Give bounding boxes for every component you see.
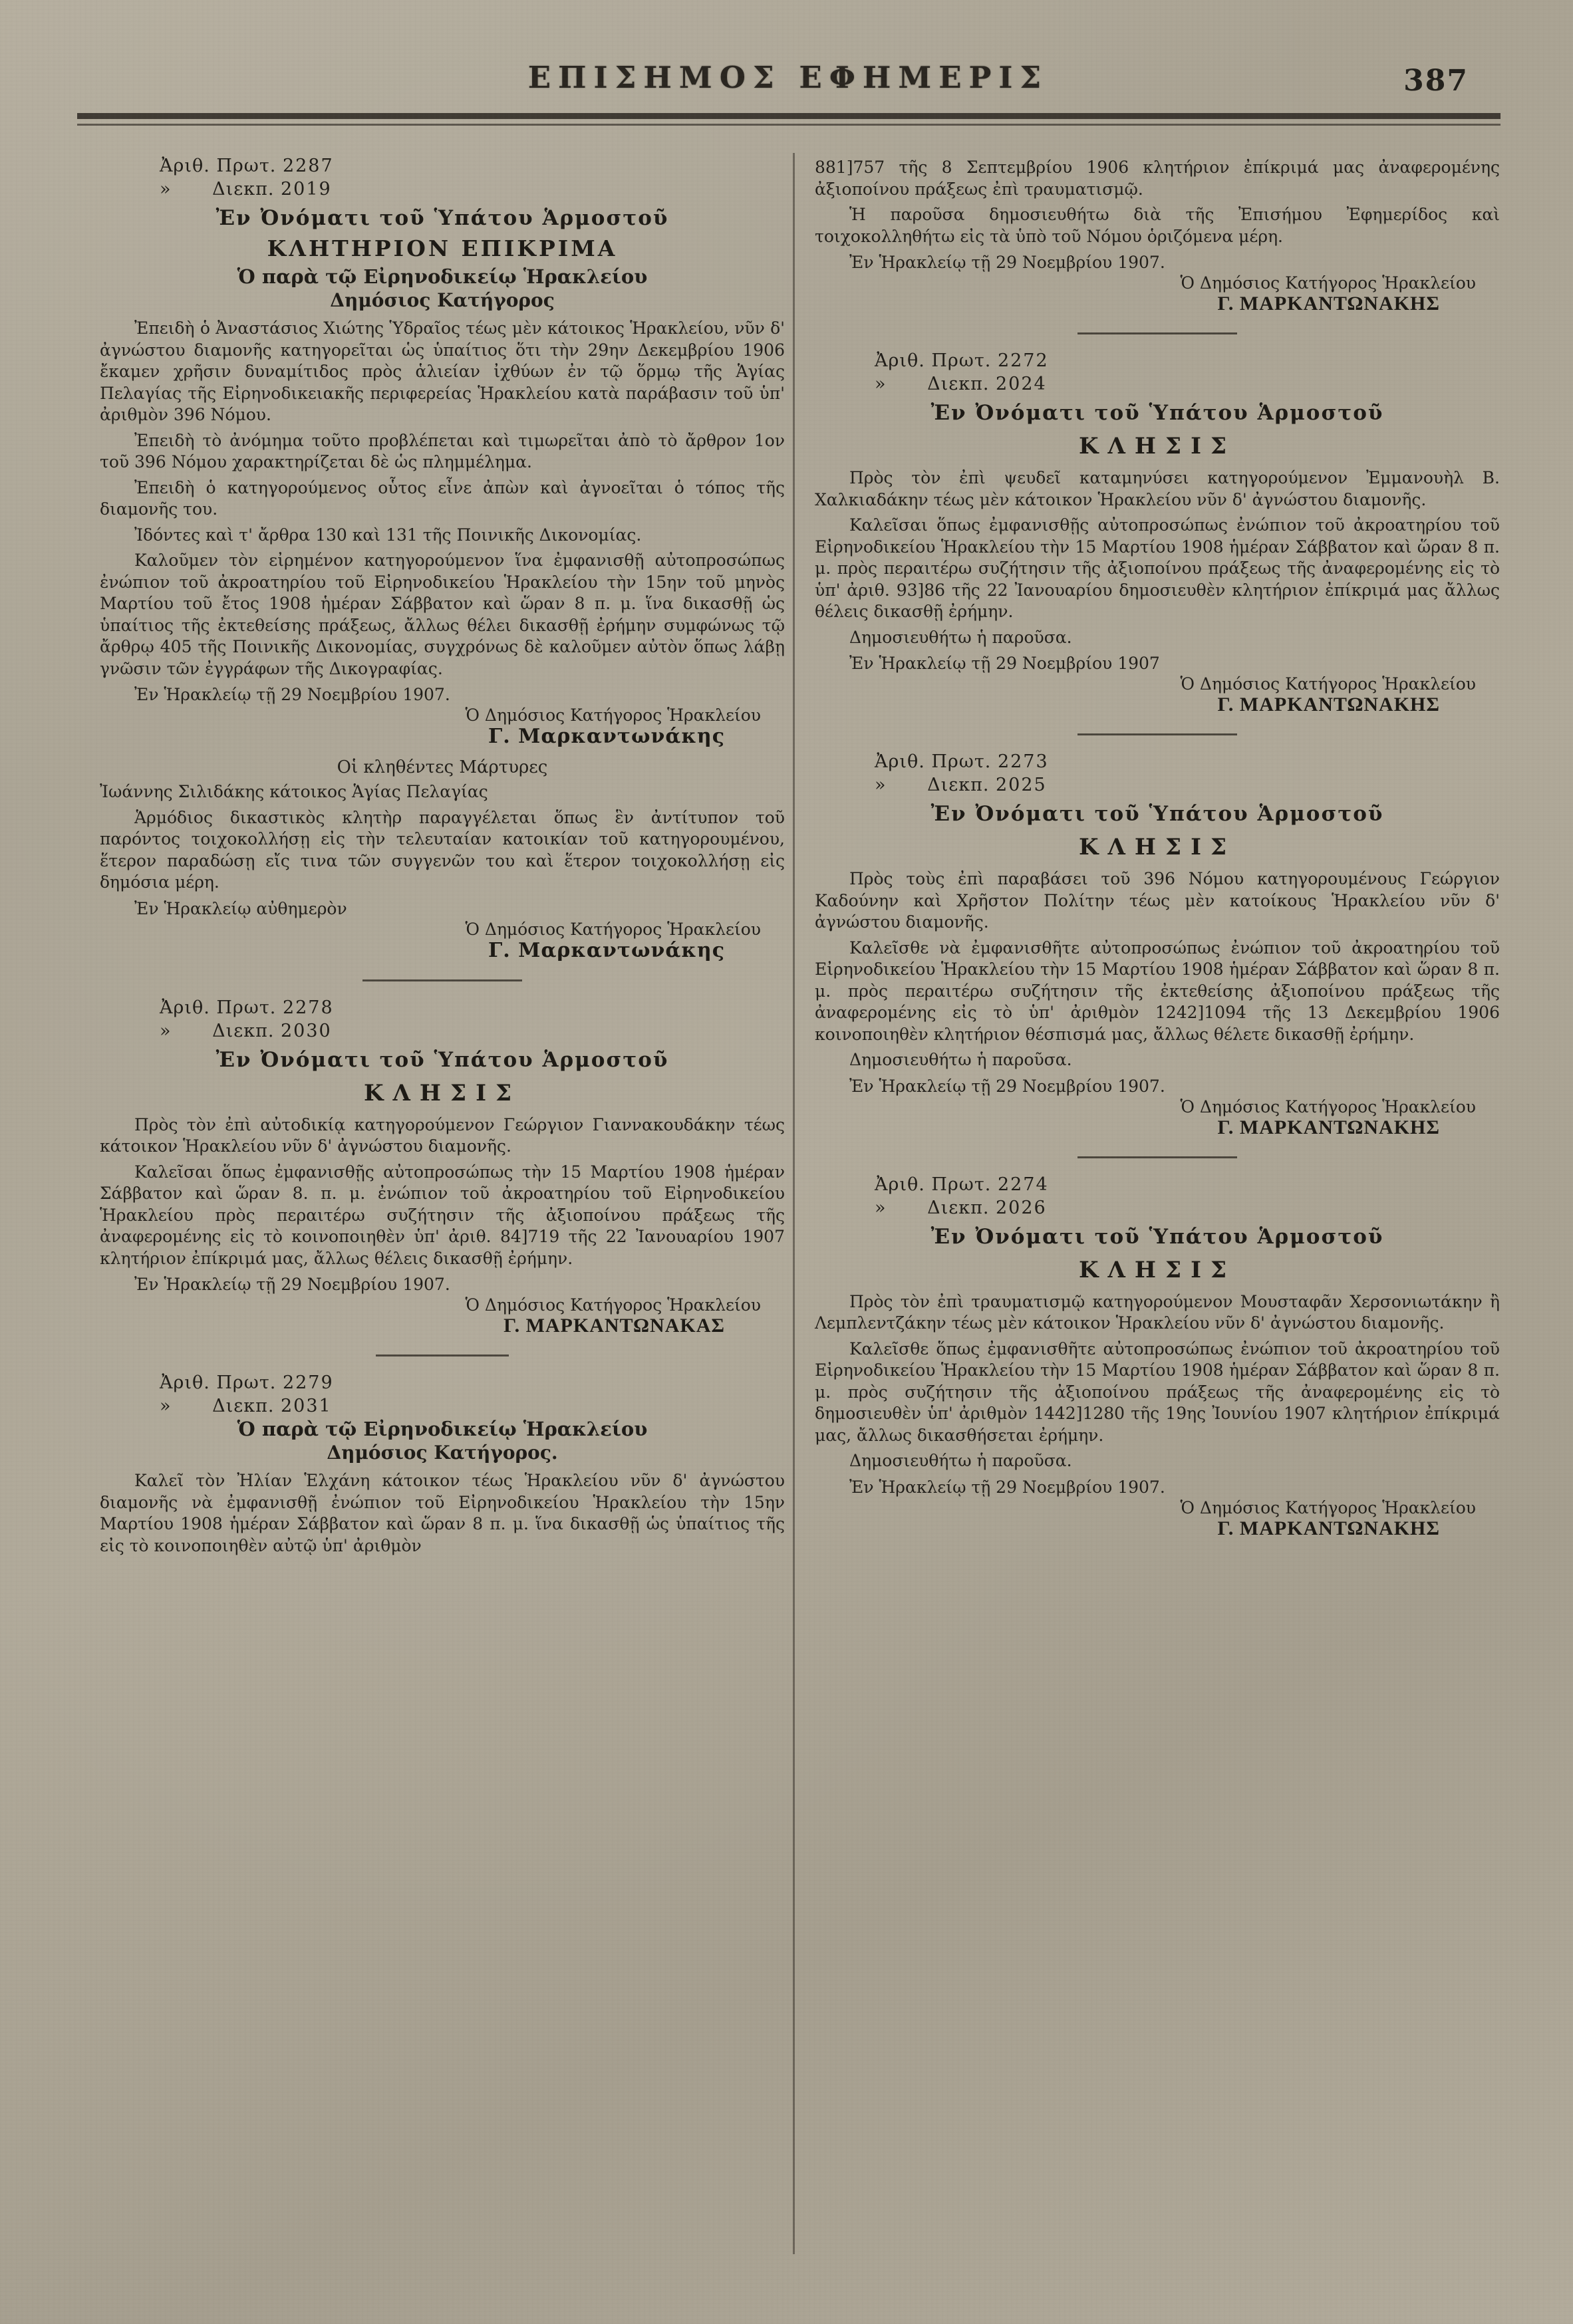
prot-label: Ἀριθ. Πρωτ. (160, 997, 277, 1018)
notice-block (815, 751, 1500, 1139)
diekp-mark: » (875, 1197, 887, 1218)
document-type-heading: ΚΛΗΣΙΣ (1078, 834, 1236, 860)
signature-name: Γ. ΜΑΡΚΑΝΤΩΝΑΚΗΣ (1217, 694, 1440, 715)
signature-role: Ὁ Δημόσιος Κατήγορος Ἡρακλείου (1180, 1097, 1476, 1116)
paragraph: Καλεῖσαι ὅπως ἐμφανισθῇς αὐτοπροσώπως ἐνώπιον τοῦ ἀκροατηρίου τοῦ Εἰρηνοδικείου Ἡρακλείου τὴν 15 Μαρτίου 1908 ἡμέραν Σάββατον καὶ ὥραν 8 π. μ. πρὸς περαιτέρω συζήτησιν τῆς ἀξιοποίνου πράξεως τῆς ἀναφερομένης εἰς τὸ ὑπ' ἀριθ. 93]86 τῆς 22 Ἰανουαρίου δημοσιευθὲν κλητήριον ἐπίκριμά μας ἄλλως θέλεις δικασθῇ ἐρήμην. (815, 515, 1500, 621)
diekp-mark: » (160, 1396, 172, 1416)
prot-line (100, 997, 785, 1018)
notice-block (100, 156, 785, 962)
in-name-of-heading: Ἐν Ὀνόματι τοῦ Ὑπάτου Ἁρμοστοῦ (930, 802, 1384, 826)
witness-entry: Ἰωάννης Σιλιδάκης κάτοικος Ἁγίας Πελαγίας (100, 782, 488, 801)
signature-role: Ὁ Δημόσιος Κατήγορος Ἡρακλείου (465, 1295, 761, 1315)
right-column (815, 153, 1500, 1544)
in-name-of-heading: Ἐν Ὀνόματι τοῦ Ὑπάτου Ἁρμοστοῦ (215, 1047, 669, 1072)
signature-role: Ὁ Δημόσιος Κατήγορος Ἡρακλείου (465, 706, 761, 725)
paragraph: Ἡ παροῦσα δημοσιευθήτω διὰ τῆς Ἐπισήμου Ἐφημερίδος καὶ τοιχοκολληθήτω εἰς τὰ ὑπὸ τοῦ Νόμου ὁριζόμενα μέρη. (815, 205, 1500, 246)
prot-line (815, 751, 1500, 772)
prot-value: 2273 (997, 751, 1049, 772)
place-date: Ἐν Ἡρακλείῳ τῇ 29 Νοεμβρίου 1907. (849, 1477, 1165, 1497)
document-type-heading: ΚΛΗΣΙΣ (363, 1079, 521, 1106)
place-date: Ἐν Ἡρακλείῳ τῇ 29 Νοεμβρίου 1907. (134, 685, 450, 704)
diekp-line (100, 179, 785, 199)
witness-heading: Οἱ κληθέντες Μάρτυρες (337, 757, 548, 777)
place-date: Ἐν Ἡρακλείῳ τῇ 29 Νοεμβρίου 1907. (134, 1275, 450, 1294)
page-sheet (73, 40, 1503, 2287)
section-separator (362, 979, 522, 981)
notice-block (100, 1372, 785, 1557)
diekp-label: Διεκπ. (927, 775, 990, 795)
left-column (100, 153, 785, 1561)
signature-name: Γ. ΜΑΡΚΑΝΤΩΝΑΚΗΣ (1217, 1517, 1440, 1539)
diekp-line (100, 1021, 785, 1041)
in-name-of-heading: Ἐν Ὀνόματι τοῦ Ὑπάτου Ἁρμοστοῦ (930, 1224, 1384, 1249)
signature-name: Γ. ΜΑΡΚΑΝΤΩΝΑΚΗΣ (1217, 293, 1440, 315)
paragraph: Καλεῖσθε ὅπως ἐμφανισθῆτε αὐτοπροσώπως ἐνώπιον τοῦ ἀκροατηρίου τοῦ Εἰρηνοδικείου Ἡρακλείου τὴν 15 Μαρτίου 1908 ἡμέραν Σάββατον καὶ ὥραν 8 π. μ. πρὸς συζήτησιν τῆς ἀξιοποίνου πράξεως τῆς ἀναφερομένης εἰς τὸ δημοσιευθὲν ὑπ' ἀριθμὸν 1442]1280 τῆς 19ης Ἰουνίου 1907 κλητήριον ἐπίκριμά μας, ἄλλως δικασθήσεται ἐρήμην. (815, 1339, 1500, 1445)
diekp-mark: » (875, 775, 887, 795)
document-type-heading: ΚΛΗΣΙΣ (1078, 433, 1236, 459)
prot-label: Ἀριθ. Πρωτ. (875, 350, 992, 371)
diekp-mark: » (160, 1020, 172, 1041)
diekp-label: Διεκπ. (927, 1197, 990, 1218)
prot-label: Ἀριθ. Πρωτ. (160, 1372, 277, 1393)
paragraph: Δημοσιευθήτω ἡ παροῦσα. (849, 627, 1072, 647)
prot-line (100, 1372, 785, 1393)
prot-value: 2272 (997, 350, 1049, 371)
in-name-of-heading: Ἐν Ὀνόματι τοῦ Ὑπάτου Ἁρμοστοῦ (215, 206, 669, 230)
page-title: ΕΠΙΣΗΜΟΣ ΕΦΗΜΕΡΙΣ (527, 60, 1049, 95)
paragraph: Καλεῖ τὸν Ἠλίαν Ἑλχάνη κάτοικον τέως Ἡρακλείου νῦν δ' ἀγνώστου διαμονῆς νὰ ἐμφανισθῇ ἐνώπιον τοῦ Εἰρηνοδικείου Ἡρακλείου τὴν 15ην Μαρτίου 1908 ἡμέραν Σάββατον καὶ ὥραν 8 π. μ. ἵνα δικασθῇ ὡς ὑπαίτιος τῆς εἰς τὸ κοινοποιηθὲν αὐτῷ ὑπ' ἀριθμὸν (100, 1471, 785, 1555)
prot-label: Ἀριθ. Πρωτ. (875, 1174, 992, 1195)
diekp-value: 2031 (281, 1396, 332, 1416)
office-subtitle-line1: Ὁ παρὰ τῷ Εἰρηνοδικείῳ Ἡρακλείου (237, 1418, 648, 1440)
diekp-value: 2024 (996, 374, 1047, 394)
paragraph: 881]757 τῆς 8 Σεπτεμβρίου 1906 κλητήριον ἐπίκριμά μας ἀναφερομένης ἀξιοποίνου πράξεως ἐπὶ τραυματισμῷ. (815, 158, 1500, 199)
office-subtitle-line2: Δημόσιος Κατήγορος (330, 289, 555, 311)
diekp-label: Διεκπ. (212, 1396, 275, 1416)
document-type-heading: ΚΛΗΤΗΡΙΟΝ ΕΠΙΚΡΙΜΑ (267, 235, 618, 261)
diekp-value: 2019 (281, 179, 332, 199)
signature-role: Ὁ Δημόσιος Κατήγορος Ἡρακλείου (465, 919, 761, 939)
diekp-label: Διεκπ. (927, 374, 990, 394)
masthead-rule-thick (77, 113, 1501, 119)
diekp-mark: » (875, 374, 887, 394)
prot-line (815, 1174, 1500, 1195)
diekp-value: 2026 (996, 1197, 1047, 1218)
prot-value: 2287 (282, 156, 334, 176)
signature-name: Γ. ΜΑΡΚΑΝΤΩΝΑΚΗΣ (1217, 1116, 1440, 1138)
document-type-heading: ΚΛΗΣΙΣ (1078, 1256, 1236, 1283)
paragraph: Ἰδόντες καὶ τ' ἄρθρα 130 καὶ 131 τῆς Ποινικῆς Δικονομίας. (134, 525, 642, 545)
section-separator (1077, 1156, 1237, 1158)
signature-role: Ὁ Δημόσιος Κατήγορος Ἡρακλείου (1180, 674, 1476, 694)
signature-role: Ὁ Δημόσιος Κατήγορος Ἡρακλείου (1180, 1497, 1476, 1517)
notice-block (815, 350, 1500, 716)
masthead (73, 60, 1503, 95)
diekp-line (815, 775, 1500, 795)
page-number: 387 (1403, 64, 1469, 98)
notice-block (100, 997, 785, 1338)
place-date: Ἐν Ἡρακλείῳ τῇ 29 Νοεμβρίου 1907. (849, 253, 1165, 272)
signature-name: Γ. ΜΑΡΚΑΝΤΩΝΑΚΑΣ (503, 1315, 725, 1337)
paragraph: Καλοῦμεν τὸν εἰρημένον κατηγορούμενον ἵνα ἐμφανισθῇ αὐτοπροσώπως ἐνώπιον τοῦ ἀκροατηρίου τοῦ Εἰρηνοδικείου Ἡρακλείου τὴν 15ην τοῦ μηνὸς Μαρτίου τοῦ ἔτος 1908 ἡμέραν Σάββατον καὶ ὥραν 8 π. μ. ἵνα δικασθῇ ὡς ὑπαίτιος τῆς ἐκτεθείσης πράξεως, ἄλλως θέλει δικασθῇ ἐρήμην συμφώνως τῷ ἄρθρῳ 405 τῆς Ποινικῆς Δικονομίας, συγχρόνως δὲ καλοῦμεν αὐτὸν ὅπως λάβῃ γνῶσιν τῶν ἐγγράφων τῆς Δικογραφίας. (100, 551, 785, 678)
column-divider (793, 153, 795, 2254)
place-date: Ἐν Ἡρακλείῳ τῇ 29 Νοεμβρίου 1907 (849, 654, 1160, 673)
paragraph: Καλεῖσθε νὰ ἐμφανισθῆτε αὐτοπροσώπως ἐνώπιον τοῦ ἀκροατηρίου τοῦ Εἰρηνοδικείου Ἡρακλείου τὴν 15 Μαρτίου 1908 ἡμέραν Σάββατον καὶ ὥραν 8 π. μ. πρὸς περαιτέρω συζήτησιν τῆς ἐκτεθείσης ἀξιοποίνου πράξεως τῆς ἀναφερομένης εἰς τὸ ὑπ' ἀριθμὸν 1242]1094 τῆς 13 Δεκεμβρίου 1906 κοινοποιηθὲν κλητήριον θέσπισμά μας, ἄλλως θέλετε δικασθῇ ἐρήμην. (815, 938, 1500, 1044)
notice-block (815, 1174, 1500, 1540)
paragraph: Δημοσιευθήτω ἡ παροῦσα. (849, 1050, 1072, 1069)
paragraph: Ἁρμόδιος δικαστικὸς κλητὴρ παραγγέλεται ὅπως ἓν ἀντίτυπον τοῦ παρόντος τοιχοκολλήσῃ εἰς τὴν τελευταίαν κατοικίαν τοῦ κατηγορουμένου, ἕτερον παραδώσῃ εἴς τινα τῶν συγγενῶν του καὶ ἕτερον τοιχοκολλήσῃ εἰς δημόσια μέρη. (100, 807, 785, 892)
paragraph: Ἐπειδὴ τὸ ἀνόμημα τοῦτο προβλέπεται καὶ τιμωρεῖται ἀπὸ τὸ ἄρθρον 1ον τοῦ 396 Νόμου χαρακτηρίζεται δὲ ὡς πλημμέλημα. (100, 430, 785, 471)
prot-value: 2274 (997, 1174, 1049, 1195)
paragraph: Πρὸς τὸν ἐπὶ αὐτοδικίᾳ κατηγορούμενον Γεώργιον Γιαννακουδάκην τέως κάτοικον Ἡρακλείου νῦν δ' ἀγνώστου διαμονῆς. (100, 1114, 785, 1156)
section-separator (1077, 332, 1237, 334)
signature-name: Γ. Μαρκαντωνάκης (488, 938, 725, 962)
signature-name: Γ. Μαρκαντωνάκης (488, 725, 725, 748)
diekp-label: Διεκπ. (212, 179, 275, 199)
diekp-value: 2025 (996, 775, 1047, 795)
diekp-line (100, 1396, 785, 1416)
section-separator (376, 1355, 509, 1356)
paragraph: Δημοσιευθήτω ἡ παροῦσα. (849, 1451, 1072, 1470)
notice-block (815, 157, 1500, 315)
diekp-value: 2030 (281, 1020, 332, 1041)
prot-label: Ἀριθ. Πρωτ. (160, 156, 277, 176)
prot-label: Ἀριθ. Πρωτ. (875, 751, 992, 772)
paragraph: Ἐπειδὴ ὁ κατηγορούμενος οὗτος εἶνε ἀπὼν καὶ ἀγνοεῖται ὁ τόπος τῆς διαμονῆς του. (100, 477, 785, 519)
paragraph: Ἐπειδὴ ὁ Ἀναστάσιος Χιώτης Ὑδραῖος τέως μὲν κάτοικος Ἡρακλείου, νῦν δ' ἀγνώστου διαμονῆς κατηγορεῖται ὡς ὑπαίτιος ὅτι τὴν 29ην Δεκεμβρίου 1906 ἔκαμεν χρῆσιν δυναμίτιδος πρὸς ἁλιείαν ἰχθύων ἐν τῷ ὅρμῳ τῆς Ἁγίας Πελαγίας τῆς Εἰρηνοδικειακῆς περιφερείας Ἡρακλείου κατὰ παράβασιν τοῦ ὑπ' ἀριθμὸν 396 Νόμου. (100, 319, 785, 424)
place-date: Ἐν Ἡρακλείῳ αὐθημερὸν (134, 898, 347, 918)
prot-value: 2279 (282, 1372, 334, 1393)
paragraph: Καλεῖσαι ὅπως ἐμφανισθῇς αὐτοπροσώπως τὴν 15 Μαρτίου 1908 ἡμέραν Σάββατον καὶ ὥραν 8. π. μ. ἐνώπιον τοῦ ἀκροατηρίου τοῦ Εἰρηνοδικείου Ἡρακλείου πρὸς περαιτέρω συζήτησιν τῆς ἀξιοποίνου πράξεως τῆς ἀναφερομένης εἰς τὸ κοινοποιηθὲν ὑπ' ἀριθ. 84]719 τῆς 22 Ἰανουαρίου 1907 κλητήριον ἐπίκριμά μας, ἄλλως θέλεις δικασθῇ ἐρήμην. (100, 1162, 785, 1268)
prot-line (815, 350, 1500, 371)
paragraph: Πρὸς τοὺς ἐπὶ παραβάσει τοῦ 396 Νόμου κατηγορουμένους Γεώργιον Καδούνην καὶ Χρῆστον Πολίτην τέως μὲν κατοίκους Ἡρακλείου νῦν δ' ἀγνώστου διαμονῆς. (815, 869, 1500, 932)
diekp-mark: » (160, 179, 172, 199)
prot-value: 2278 (282, 997, 334, 1018)
place-date: Ἐν Ἡρακλείῳ τῇ 29 Νοεμβρίου 1907. (849, 1076, 1165, 1096)
in-name-of-heading: Ἐν Ὀνόματι τοῦ Ὑπάτου Ἁρμοστοῦ (930, 401, 1384, 425)
paragraph: Πρὸς τὸν ἐπὶ τραυματισμῷ κατηγορούμενον Μουσταφᾶν Χερσονιωτάκην ἢ Λεμπλεντζάκην τέως μὲν κάτοικον Ἡρακλείου νῦν δ' ἀγνώστου διαμονῆς. (815, 1291, 1500, 1333)
office-subtitle-line2: Δημόσιος Κατήγορος. (327, 1442, 558, 1464)
signature-role: Ὁ Δημόσιος Κατήγορος Ἡρακλείου (1180, 273, 1476, 293)
prot-line (100, 156, 785, 176)
diekp-line (815, 374, 1500, 394)
diekp-label: Διεκπ. (212, 1020, 275, 1041)
office-subtitle-line1: Ὁ παρὰ τῷ Εἰρηνοδικείῳ Ἡρακλείου (237, 265, 648, 288)
diekp-line (815, 1198, 1500, 1218)
section-separator (1077, 733, 1237, 735)
paragraph: Πρὸς τὸν ἐπὶ ψευδεῖ καταμηνύσει κατηγορούμενον Ἐμμανουὴλ Β. Χαλκιαδάκην τέως μὲν κάτοικον Ἡρακλείου νῦν δ' ἀγνώστου διαμονῆς. (815, 468, 1500, 509)
masthead-rule-thin (77, 124, 1501, 126)
